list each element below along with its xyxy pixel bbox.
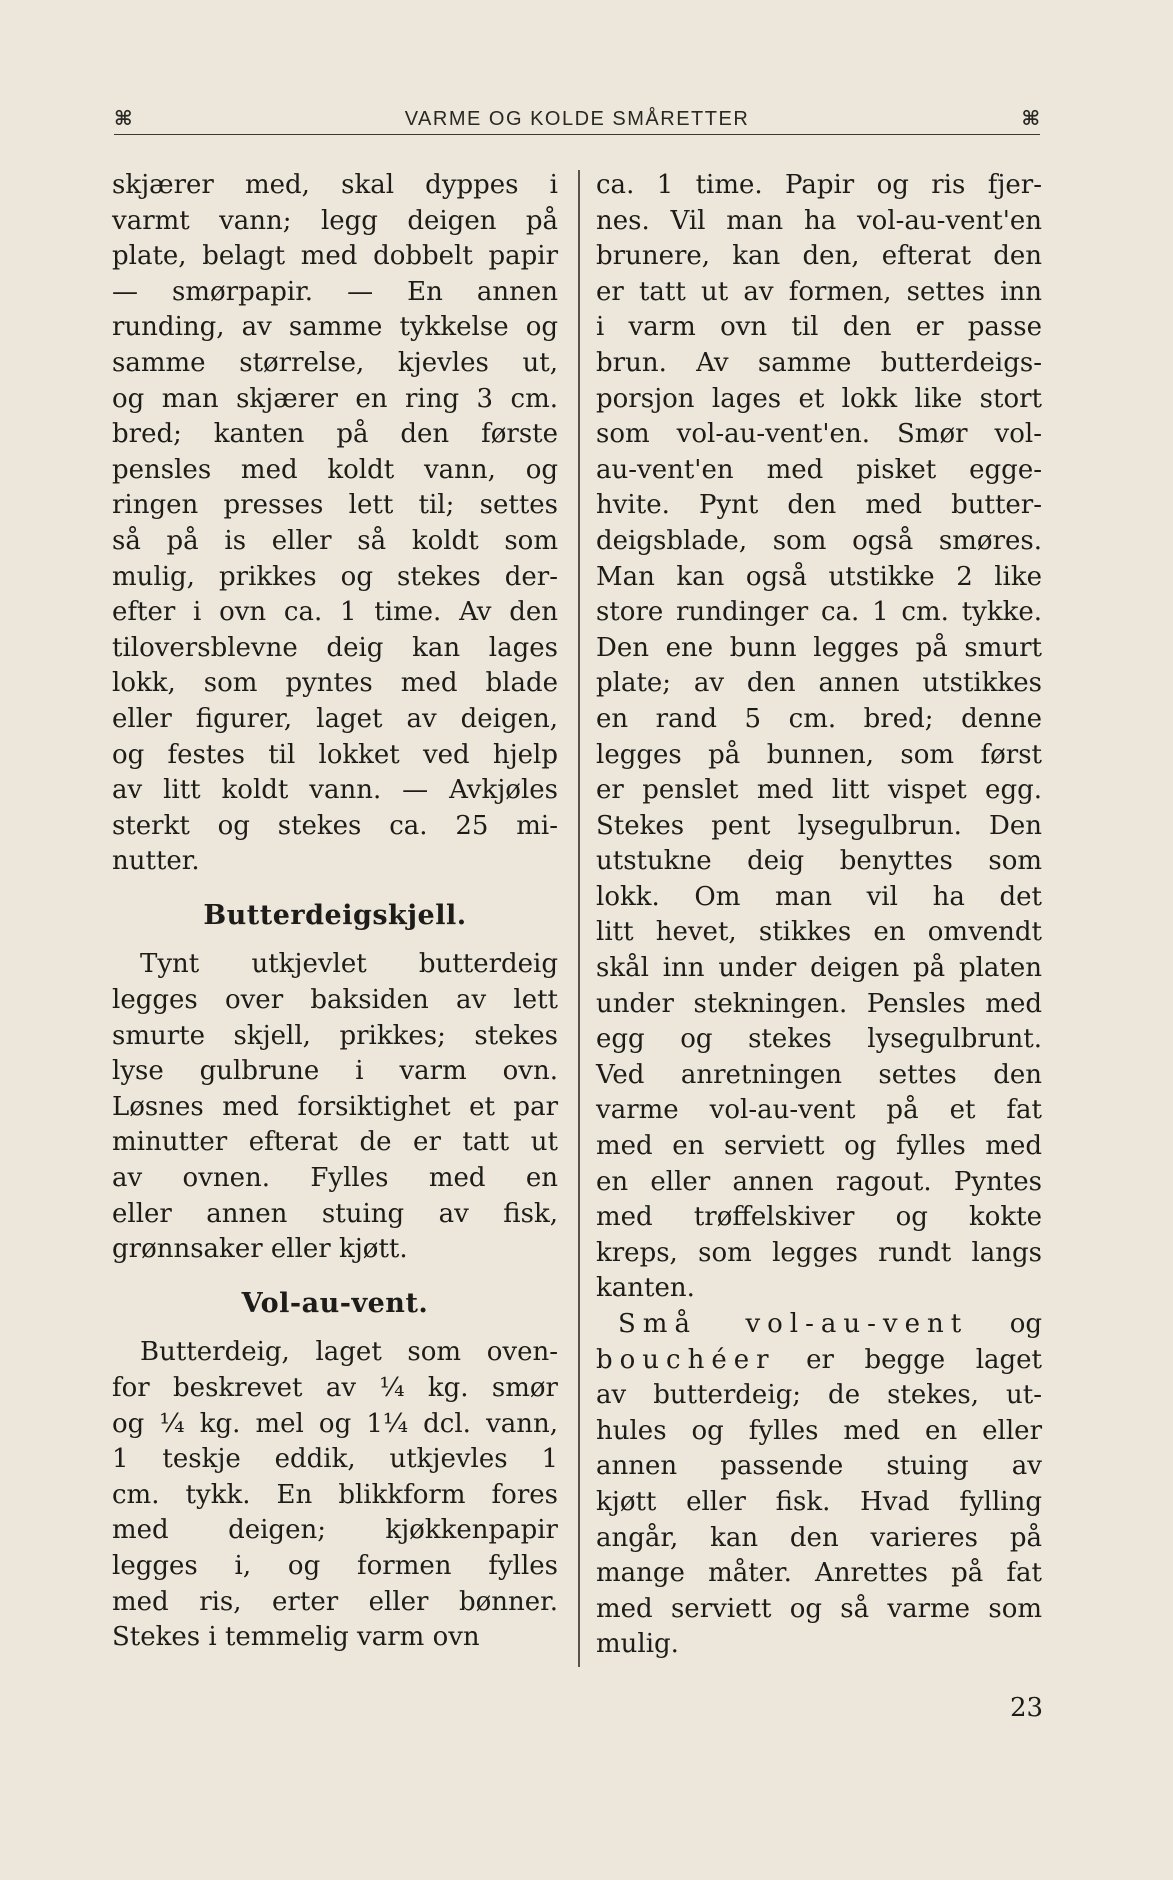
section-heading-vol-au-vent: Vol-au-vent. <box>241 1287 429 1319</box>
text-line: hules og fylles med en eller <box>596 1415 1042 1446</box>
text-line: Butterdeig, laget som oven- <box>140 1337 558 1368</box>
header-ornament-left-icon: ⌘ <box>114 106 133 130</box>
text-line: legges i, og formen fylles <box>112 1550 558 1581</box>
text-line: lyse gulbrune i varm ovn. <box>112 1056 558 1087</box>
text-line: 1 teskje eddik, utkjevles 1 <box>112 1444 558 1475</box>
text-line: grønnsaker eller kjøtt. <box>112 1234 408 1265</box>
text-line: pensles med koldt vann, og <box>112 454 558 485</box>
text-line: egg og stekes lysegulbrunt. <box>596 1024 1042 1055</box>
text-line: ca. 1 time. Papir og ris fjer- <box>596 170 1042 200</box>
text-line: samme størrelse, kjevles ut, <box>112 347 558 378</box>
column-divider <box>578 170 580 1667</box>
text-line: store rundinger ca. 1 cm. tykke. <box>596 597 1042 628</box>
text-line: av butterdeig; de stekes, ut- <box>596 1380 1042 1411</box>
spaced-intro-line <box>596 1307 1042 1343</box>
text-line: så på is eller så koldt som <box>112 525 558 556</box>
text-line: av litt koldt vann. — Avkjøles <box>112 775 558 806</box>
text-line: Ved anretningen settes den <box>596 1059 1042 1090</box>
text-line: er tatt ut av formen, settes inn <box>596 276 1042 307</box>
sma-vol-au-vent-paragraph <box>596 1378 1042 1663</box>
text-line: hvite. Pynt den med butter- <box>596 490 1042 521</box>
text-line: legges på bunnen, som først <box>596 739 1042 770</box>
text-line: Løsnes med forsiktighet et par <box>112 1091 558 1122</box>
text-line: skjærer med, skal dyppes i <box>112 170 558 200</box>
text-line: runding, av samme tykkelse og <box>112 312 558 343</box>
vol-au-vent-paragraph <box>112 1335 558 1655</box>
left-column <box>112 168 558 1656</box>
page-number: 23 <box>1010 1693 1044 1723</box>
spaced-second-line <box>596 1343 1042 1379</box>
text-line: under stekningen. Pensles med <box>596 988 1042 1019</box>
text-line: Den ene bunn legges på smurt <box>596 632 1042 663</box>
section-heading-butterdeigskjell: Butterdeigskjell. <box>203 899 467 931</box>
text-line: kjøtt eller fisk. Hvad fylling <box>596 1486 1042 1517</box>
text-line: med ris, erter eller bønner. <box>112 1586 558 1617</box>
text-line: — smørpapir. — En annen <box>112 276 558 307</box>
text-line: eller figurer, laget av deigen, <box>112 703 558 734</box>
text-line: Man kan også utstikke 2 like <box>596 561 1042 592</box>
text-line: med serviett og så varme som <box>596 1593 1042 1624</box>
text-line: en rand 5 cm. bred; denne <box>596 703 1042 734</box>
spaced-phrase-boucheer: bouchéer <box>596 1344 776 1375</box>
text-line: nutter. <box>112 846 200 877</box>
text-line: som vol-au-vent'en. Smør vol- <box>596 419 1042 450</box>
text-line: skål inn under deigen på platen <box>596 953 1042 984</box>
header-ornament-right-icon: ⌘ <box>1021 106 1040 130</box>
text-line: utstukne deig benyttes som <box>596 846 1042 877</box>
running-header <box>114 104 1040 135</box>
spaced-tail-er-begge-laget: er begge laget <box>806 1344 1043 1375</box>
text-line: mange måter. Anrettes på fat <box>596 1558 1042 1589</box>
text-line: Stekes pent lysegulbrun. Den <box>596 810 1042 841</box>
text-line: annen passende stuing av <box>596 1451 1042 1482</box>
text-line: deigsblade, som også smøres. <box>596 525 1042 556</box>
text-line: og man skjærer en ring 3 cm. <box>112 383 558 414</box>
text-line: legges over baksiden av lett <box>112 985 558 1016</box>
text-line: mulig, prikkes og stekes der- <box>112 561 558 592</box>
text-line: og festes til lokket ved hjelp <box>112 739 558 770</box>
text-line: ringen presses lett til; settes <box>112 490 558 521</box>
text-line: sterkt og stekes ca. 25 mi- <box>112 810 558 841</box>
text-line: kreps, som legges rundt langs <box>596 1237 1042 1268</box>
text-line: lokk, som pyntes med blade <box>112 668 558 699</box>
text-line: minutter efterat de er tatt ut <box>112 1127 558 1158</box>
butterdeigskjell-paragraph <box>112 947 558 1267</box>
text-line: en eller annen ragout. Pyntes <box>596 1166 1042 1197</box>
text-line: porsjon lages et lokk like stort <box>596 383 1042 414</box>
text-line: Stekes i temmelig varm ovn <box>112 1622 480 1653</box>
text-line: med trøffelskiver og kokte <box>596 1202 1042 1233</box>
text-line: plate, belagt med dobbelt papir <box>112 241 558 272</box>
text-line: varme vol-au-vent på et fat <box>596 1095 1042 1126</box>
text-line: av ovnen. Fylles med en <box>112 1163 558 1194</box>
text-line: brunere, kan den, efterat den <box>596 241 1042 272</box>
spaced-phrase-sma-vol-au-vent: Små vol-au-vent <box>618 1309 969 1339</box>
spaced-tail-og: og <box>1009 1309 1042 1339</box>
text-line: Tynt utkjevlet butterdeig <box>140 949 558 980</box>
text-line: efter i ovn ca. 1 time. Av den <box>112 597 558 628</box>
text-line: lokk. Om man vil ha det <box>596 881 1042 912</box>
text-line: au-vent'en med pisket egge- <box>596 454 1042 485</box>
right-column <box>596 168 1042 1663</box>
text-line: mulig. <box>596 1629 679 1660</box>
text-line: smurte skjell, prikkes; stekes <box>112 1020 558 1051</box>
text-line: er penslet med litt vispet egg. <box>596 775 1042 806</box>
text-line: i varm ovn til den er passe <box>596 312 1042 343</box>
text-line: varmt vann; legg deigen på <box>112 205 558 236</box>
text-line: for beskrevet av ¼ kg. smør <box>112 1373 558 1403</box>
text-line: tiloversblevne deig kan lages <box>112 632 558 663</box>
text-line: bred; kanten på den første <box>112 419 558 450</box>
text-line: nes. Vil man ha vol-au-vent'en <box>596 205 1042 236</box>
text-line: med en serviett og fylles med <box>596 1131 1042 1162</box>
text-line: brun. Av samme butterdeigs- <box>596 347 1042 378</box>
text-line: med deigen; kjøkkenpapir <box>112 1515 558 1546</box>
running-header-title: VARME OG KOLDE SMÅRETTER <box>404 108 750 130</box>
left-intro-paragraph <box>112 168 558 880</box>
text-line: plate; av den annen utstikkes <box>596 668 1042 699</box>
text-line: kanten. <box>596 1273 695 1304</box>
text-line: eller annen stuing av fisk, <box>112 1198 558 1229</box>
text-line: litt hevet, stikkes en omvendt <box>596 917 1042 948</box>
text-line: og ¼ kg. mel og 1¼ dcl. vann, <box>112 1408 558 1439</box>
vol-au-vent-continued-paragraph <box>596 168 1042 1307</box>
text-line: cm. tykk. En blikkform fores <box>112 1479 558 1510</box>
text-line: angår, kan den varieres på <box>596 1522 1042 1553</box>
